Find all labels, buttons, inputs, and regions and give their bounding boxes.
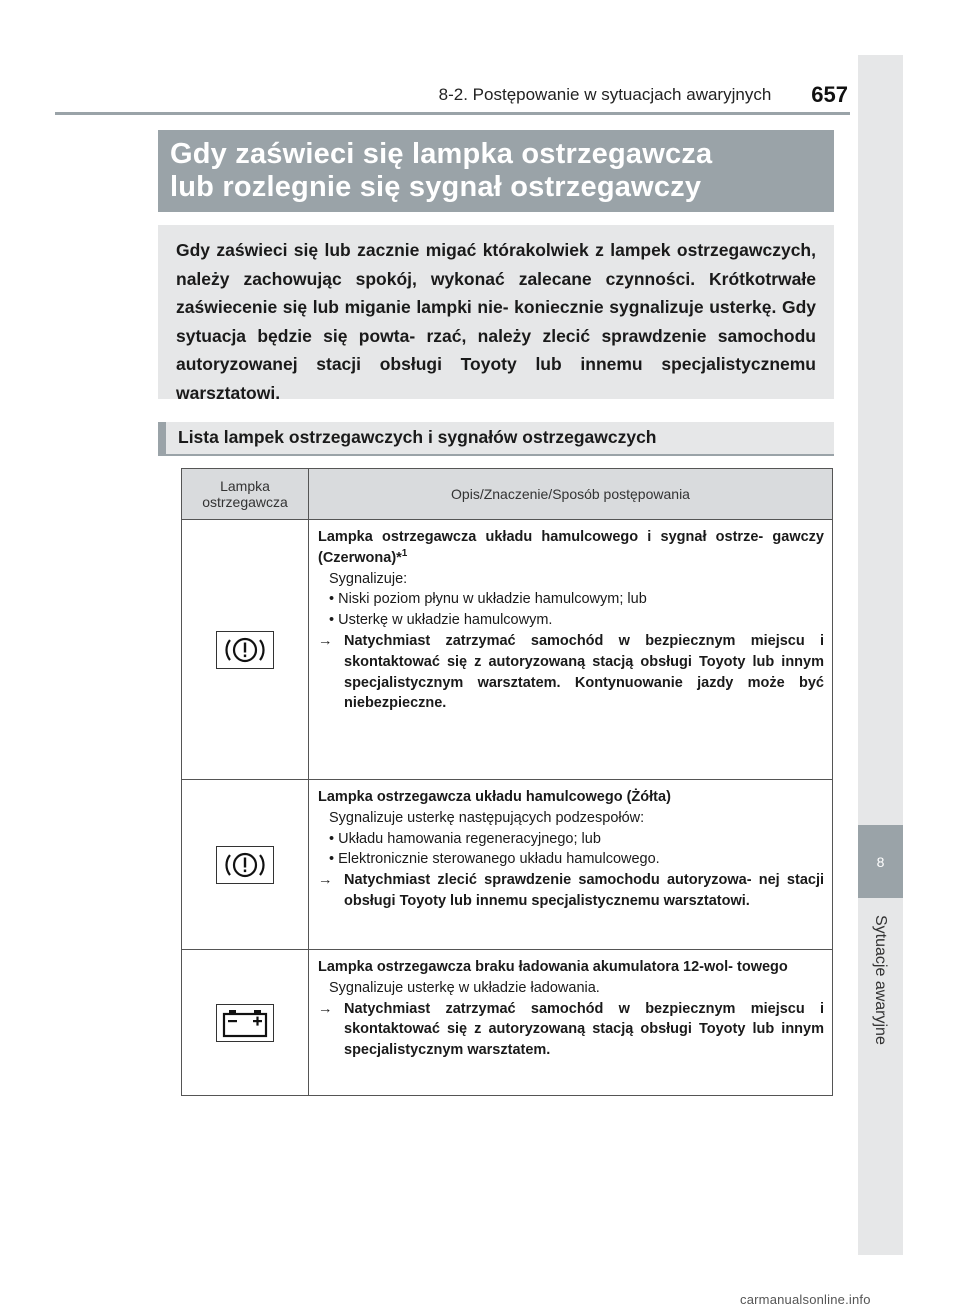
page-header	[380, 80, 848, 110]
row-title: Lampka ostrzegawcza układu hamulcowego (Żółta)	[318, 789, 671, 805]
page-title-line-1: Gdy zaświeci się lampka ostrzegawcza	[170, 138, 713, 170]
row-line: • Układu hamowania regeneracyjnego; lub	[329, 830, 601, 847]
chapter-sidebar	[858, 55, 903, 1255]
row-action: → Natychmiast zatrzymać samochód w bezpiecznym miejscu i skontaktować się z autoryzowaną stacją obsługi Toyoty lub innym specjalistycznym warsztatem. Kontynuowanie jazdy może być niebezpieczne.	[318, 631, 824, 714]
brake-warning-icon	[216, 631, 274, 669]
chapter-title: Sytuacje awaryjne	[872, 915, 889, 1045]
chapter-number-tab: 8	[858, 825, 903, 898]
row-line: • Niski poziom płynu w układzie hamulcowym; lub	[329, 591, 647, 608]
row-line: Sygnalizuje:	[329, 570, 408, 587]
section-title: 8-2. Postępowanie w sytuacjach awaryjnych	[438, 85, 772, 104]
header-lamp: Lampka ostrzegawcza	[182, 469, 309, 520]
row-line: • Usterkę w układzie hamulcowym.	[329, 612, 553, 629]
table-row	[182, 780, 833, 950]
table-row	[182, 520, 833, 780]
header-description: Opis/Znaczenie/Sposób postępowania	[309, 469, 833, 520]
battery-icon	[216, 1004, 274, 1042]
row-line: Sygnalizuje usterkę następujących podzespołów:	[329, 809, 645, 826]
row-title: Lampka ostrzegawcza braku ładowania akumulatora 12-wol- towego	[318, 959, 788, 975]
arrow-icon: →	[318, 1000, 333, 1017]
row-line: Sygnalizuje usterkę w układzie ładowania.	[329, 979, 600, 996]
row-line: • Elektronicznie sterowanego układu hamulcowego.	[329, 851, 660, 868]
table-header-row	[182, 469, 833, 520]
list-subheading: Lista lampek ostrzegawczych i sygnałów ostrzegawczych	[158, 422, 834, 456]
warning-lamps-table	[181, 468, 833, 1096]
row-action: → Natychmiast zatrzymać samochód w bezpiecznym miejscu i skontaktować się z autoryzowaną stacją obsługi Toyoty lub innym specjalistycznym warsztatem.	[318, 999, 824, 1061]
page-number: 657	[811, 82, 848, 107]
table-row	[182, 950, 833, 1096]
page-title-line-2: lub rozlegnie się sygnał ostrzegawczy	[170, 171, 702, 203]
brake-warning-icon	[216, 846, 274, 884]
arrow-icon: →	[318, 872, 333, 889]
row-title: Lampka ostrzegawcza układu hamulcowego i sygnał ostrze- gawczy (Czerwona)*$^1$	[318, 529, 824, 566]
page-title	[158, 130, 834, 212]
arrow-icon: →	[318, 632, 333, 649]
watermark: carmanualsonline.info	[740, 1292, 871, 1307]
header-divider	[55, 112, 850, 115]
intro-paragraph: Gdy zaświeci się lub zacznie migać którakolwiek z lampek ostrzegawczych, należy zachowując spokój, wykonać zalecane czynności. Krótkotrwałe zaświecenie się lub miganie lampki nie- koniecznie sygnalizuje usterkę. Gdy sytuacja będzie się powta- rzać, należy zlecić sprawdzenie samochodu autoryzowanej stacji obsługi Toyoty lub innemu specjalistycznemu warsztatowi.	[158, 225, 834, 399]
row-action: → Natychmiast zlecić sprawdzenie samochodu autoryzowa- nej stacji obsługi Toyoty lub innemu specjalistycznemu warsztatowi.	[318, 870, 824, 912]
